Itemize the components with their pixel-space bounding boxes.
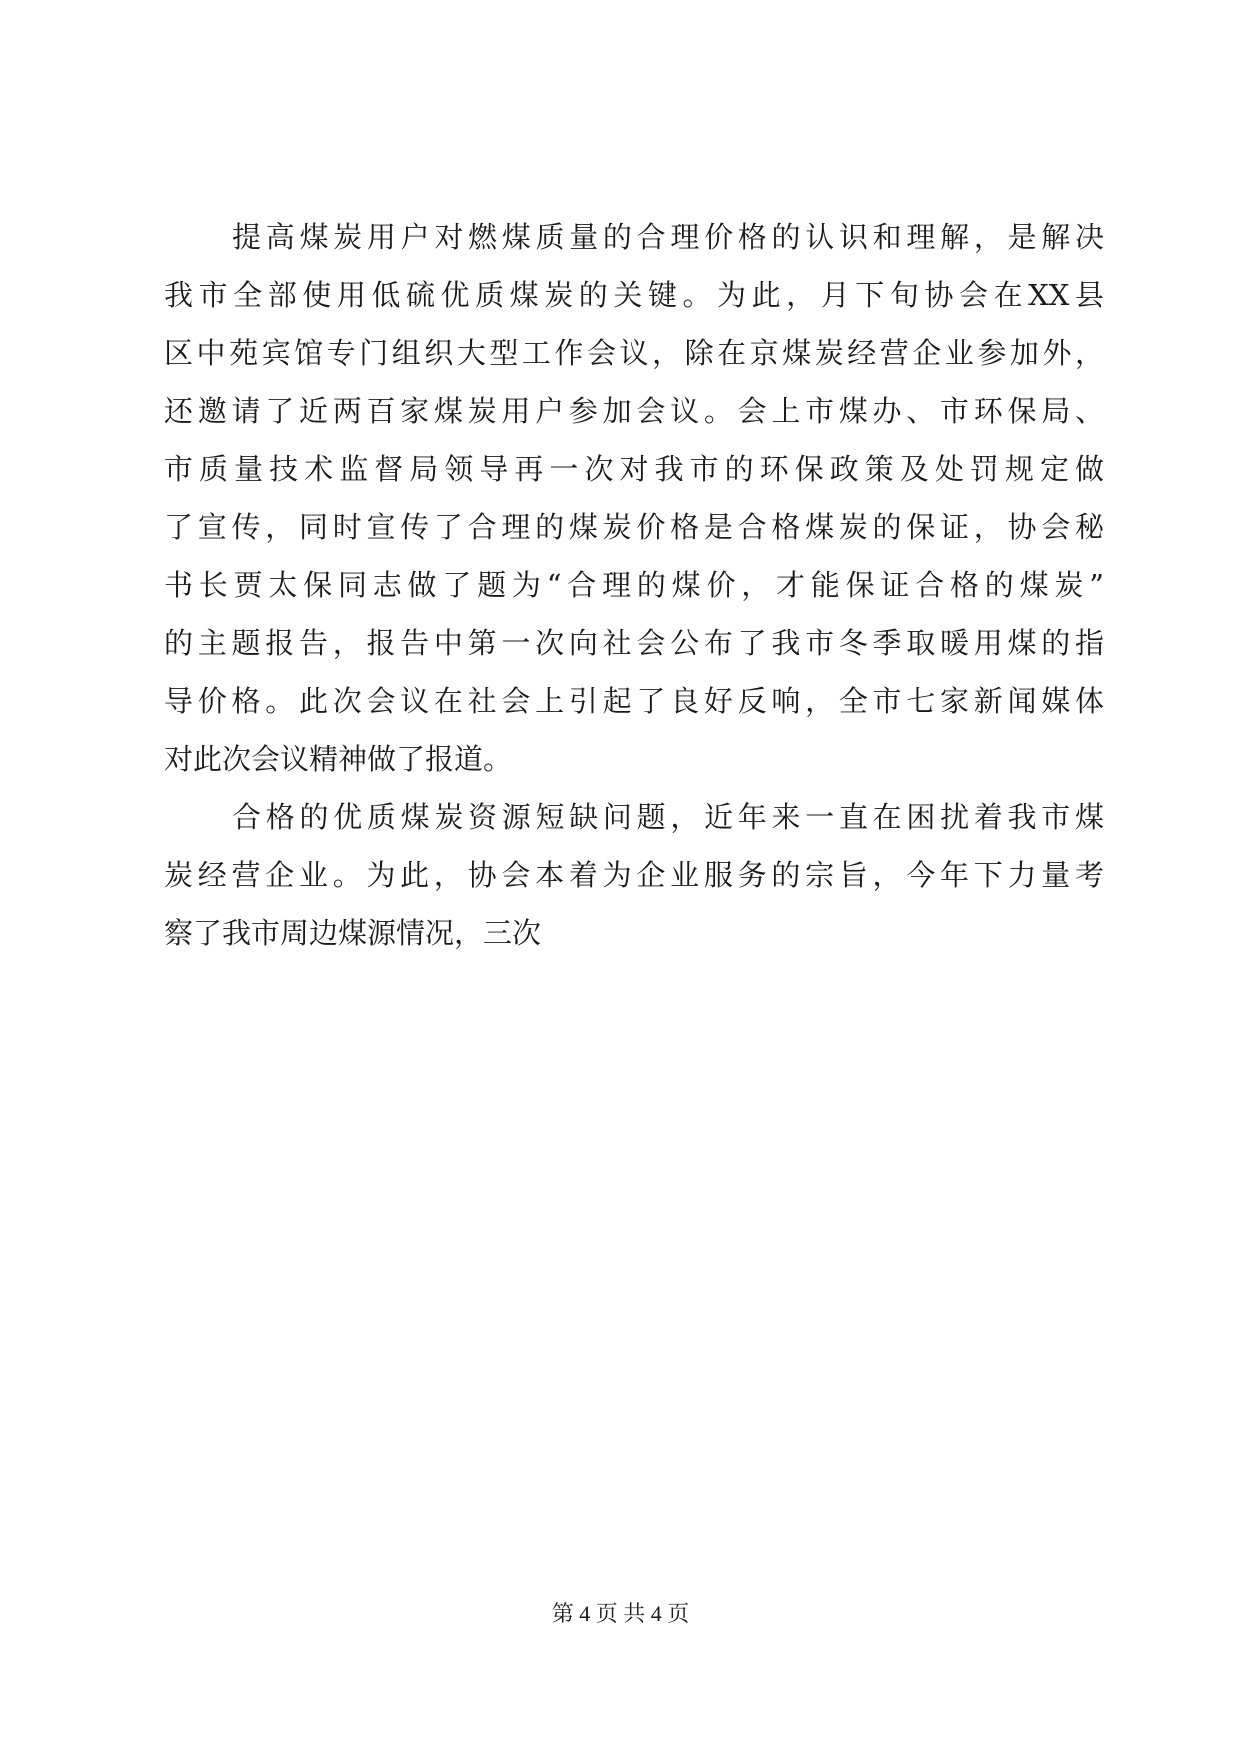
paragraph-1-line-3: 区中苑宾馆专门组织大型工作会议，除在京煤炭经营企业参加外，	[164, 336, 1104, 370]
paragraph-2-line-1: 合格的优质煤炭资源短缺问题，近年来一直在困扰着我市煤	[232, 800, 1104, 834]
paragraph-1-line-8: 的主题报告，报告中第一次向社会公布了我市冬季取暖用煤的指	[164, 626, 1104, 660]
paragraph-1-line-4: 还邀请了近两百家煤炭用户参加会议。会上市煤办、市环保局、	[164, 394, 1104, 428]
paragraph-1-line-1: 提高煤炭用户对燃煤质量的合理价格的认识和理解，是解决	[232, 220, 1104, 254]
paragraph-1-line-10: 对此次会议精神做了报道。	[164, 742, 513, 776]
document-body	[164, 208, 1104, 962]
paragraph-1-line-6: 了宣传，同时宣传了合理的煤炭价格是合格煤炭的保证，协会秘	[164, 510, 1104, 544]
paragraph-2-line-3: 察了我市周边煤源情况，三次	[164, 916, 542, 950]
paragraph-1-line-5: 市质量技术监督局领导再一次对我市的环保政策及处罚规定做	[164, 452, 1104, 486]
paragraph-1-line-2: 我市全部使用低硫优质煤炭的关键。为此，月下旬协会在XX县	[164, 278, 1104, 312]
paragraph-1-line-7: 书长贾太保同志做了题为“合理的煤价，才能保证合格的煤炭”	[164, 568, 1104, 602]
paragraph-1-line-9: 导价格。此次会议在社会上引起了良好反响，全市七家新闻媒体	[164, 684, 1104, 718]
page-number-footer: 第 4 页 共 4 页	[551, 1601, 690, 1626]
paragraph-2-line-2: 炭经营企业。为此，协会本着为企业服务的宗旨，今年下力量考	[164, 858, 1104, 892]
